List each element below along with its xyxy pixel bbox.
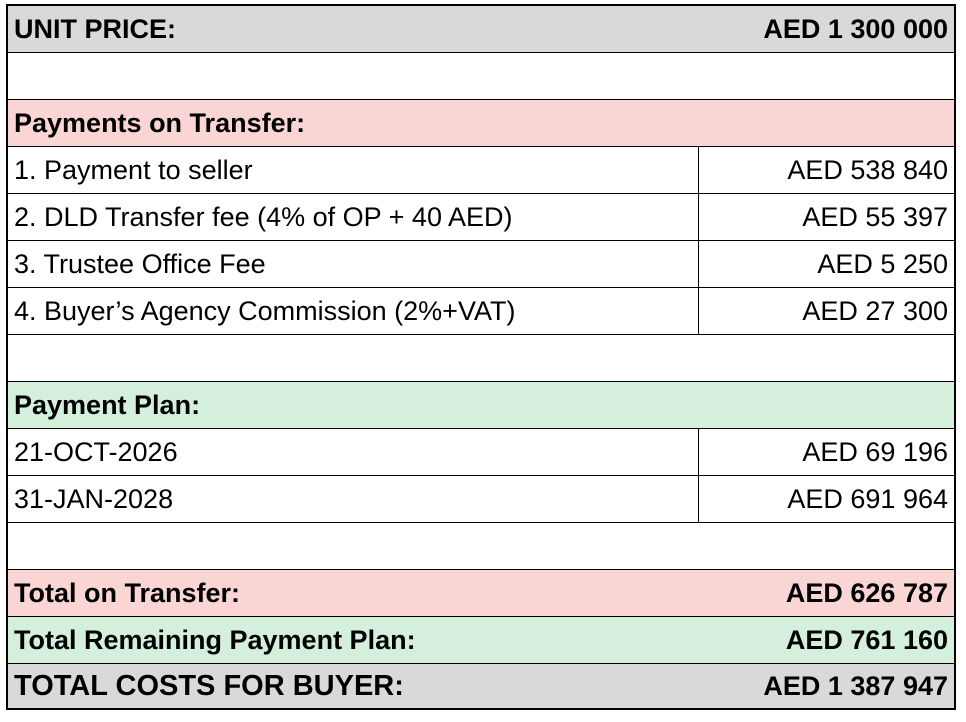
unit-price-label: UNIT PRICE: xyxy=(14,13,176,44)
payment-amount-value: AED 691 964 xyxy=(787,483,948,514)
table-row xyxy=(8,194,954,241)
table-row xyxy=(8,241,954,288)
total-on-transfer-row xyxy=(8,570,954,617)
payment-plan-header xyxy=(8,382,954,429)
transfer-item-label: 2. DLD Transfer fee (4% of OP + 40 AED) xyxy=(14,201,513,232)
column-divider xyxy=(698,288,699,334)
column-divider xyxy=(698,194,699,240)
spacer-row xyxy=(8,53,954,100)
total-remaining-label: Total Remaining Payment Plan: xyxy=(14,624,416,655)
transfer-item-value: AED 538 840 xyxy=(787,154,948,185)
table-row xyxy=(8,288,954,335)
unit-price-row xyxy=(8,6,954,53)
total-on-transfer-value: AED 626 787 xyxy=(785,577,948,608)
transfer-section-title: Payments on Transfer: xyxy=(14,107,306,138)
payment-date-label: 31-JAN-2028 xyxy=(14,483,174,514)
transfer-item-label: 3. Trustee Office Fee xyxy=(14,248,266,279)
spacer-row xyxy=(8,523,954,570)
table-row xyxy=(8,476,954,523)
payment-plan-title: Payment Plan: xyxy=(14,389,201,420)
transfer-item-value: AED 5 250 xyxy=(817,248,948,279)
table-row xyxy=(8,429,954,476)
transfer-section-header xyxy=(8,100,954,147)
cost-breakdown-table xyxy=(6,4,956,710)
payment-date-label: 21-OCT-2026 xyxy=(14,436,178,467)
transfer-item-label: 1. Payment to seller xyxy=(14,154,253,185)
transfer-item-value: AED 55 397 xyxy=(802,201,948,232)
total-remaining-value: AED 761 160 xyxy=(785,624,948,655)
unit-price-value: AED 1 300 000 xyxy=(763,13,948,44)
column-divider xyxy=(698,147,699,193)
spacer-row xyxy=(8,335,954,382)
total-remaining-row xyxy=(8,617,954,664)
transfer-item-value: AED 27 300 xyxy=(802,295,948,326)
total-costs-value: AED 1 387 947 xyxy=(763,670,948,701)
column-divider xyxy=(698,476,699,522)
column-divider xyxy=(698,429,699,475)
total-on-transfer-label: Total on Transfer: xyxy=(14,577,241,608)
column-divider xyxy=(698,241,699,287)
total-costs-row xyxy=(8,664,954,708)
total-costs-label: TOTAL COSTS FOR BUYER: xyxy=(14,669,404,702)
transfer-item-label: 4. Buyer’s Agency Commission (2%+VAT) xyxy=(14,295,516,326)
table-row xyxy=(8,147,954,194)
payment-amount-value: AED 69 196 xyxy=(802,436,948,467)
